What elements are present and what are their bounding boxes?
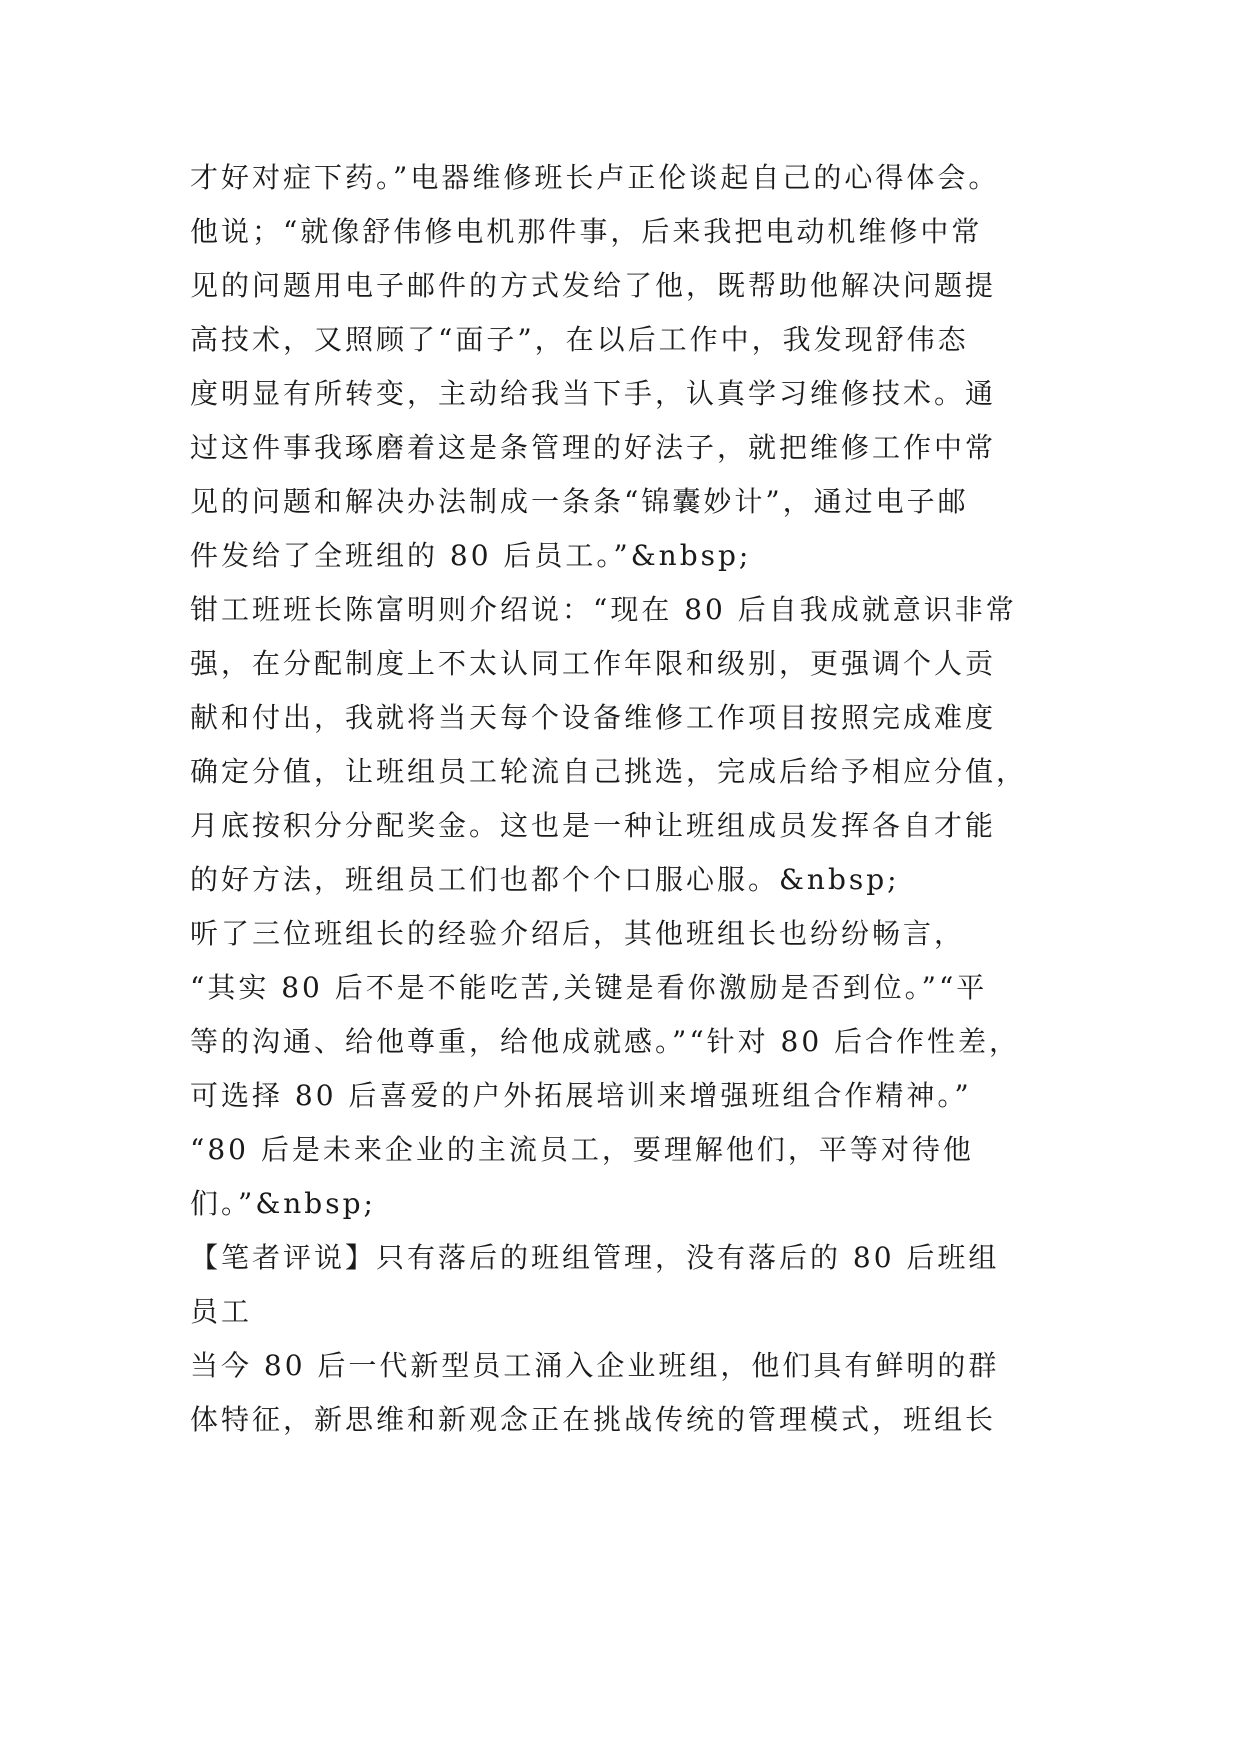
text-line: 体特征，新思维和新观念正在挑战传统的管理模式，班组长 bbox=[190, 1403, 997, 1436]
text-line: 献和付出，我就将当天每个设备维修工作项目按照完成难度 bbox=[190, 701, 997, 734]
text-line: 高技术，又照顾了“面子”，在以后工作中，我发现舒伟态 bbox=[190, 323, 969, 356]
text-line: 当今 80 后一代新型员工涌入企业班组，他们具有鲜明的群 bbox=[190, 1349, 1000, 1382]
text-line: 才好对症下药。”电器维修班长卢正伦谈起自己的心得体会。 bbox=[190, 161, 1000, 194]
text-line: 等的沟通、给他尊重，给他成就感。”“针对 80 后合作性差， bbox=[190, 1025, 1021, 1058]
text-line: “其实 80 后不是不能吃苦,关键是看你激励是否到位。”“平 bbox=[190, 971, 988, 1004]
text-line: 的好方法，班组员工们也都个个口服心服。&nbsp; bbox=[190, 863, 900, 896]
text-line: 月底按积分分配奖金。这也是一种让班组成员发挥各自才能 bbox=[190, 809, 997, 842]
text-line: 强，在分配制度上不太认同工作年限和级别，更强调个人贡 bbox=[190, 647, 997, 680]
text-line: 件发给了全班组的 80 后员工。”&nbsp; bbox=[190, 539, 752, 572]
text-line: 确定分值，让班组员工轮流自己挑选，完成后给予相应分值， bbox=[190, 755, 1028, 788]
text-line: 可选择 80 后喜爱的户外拓展培训来增强班组合作精神。” bbox=[190, 1079, 972, 1112]
text-line: 【笔者评说】只有落后的班组管理，没有落后的 80 后班组 bbox=[190, 1241, 1000, 1274]
text-line: 们。”&nbsp; bbox=[190, 1187, 376, 1220]
text-line: 见的问题用电子邮件的方式发给了他，既帮助他解决问题提 bbox=[190, 269, 997, 302]
text-line: 他说；“就像舒伟修电机那件事，后来我把电动机维修中常 bbox=[190, 215, 983, 248]
text-line: 过这件事我琢磨着这是条管理的好法子，就把维修工作中常 bbox=[190, 431, 997, 464]
text-line: 见的问题和解决办法制成一条条“锦囊妙计”，通过电子邮 bbox=[190, 485, 969, 518]
text-line: 听了三位班组长的经验介绍后，其他班组长也纷纷畅言， bbox=[190, 917, 966, 950]
text-line: 钳工班班长陈富明则介绍说：“现在 80 后自我成就意识非常 bbox=[190, 593, 1017, 626]
text-line: 员工 bbox=[190, 1295, 253, 1328]
text-line: 度明显有所转变，主动给我当下手，认真学习维修技术。通 bbox=[190, 377, 997, 410]
text-line: “80 后是未来企业的主流员工，要理解他们，平等对待他 bbox=[190, 1133, 974, 1166]
